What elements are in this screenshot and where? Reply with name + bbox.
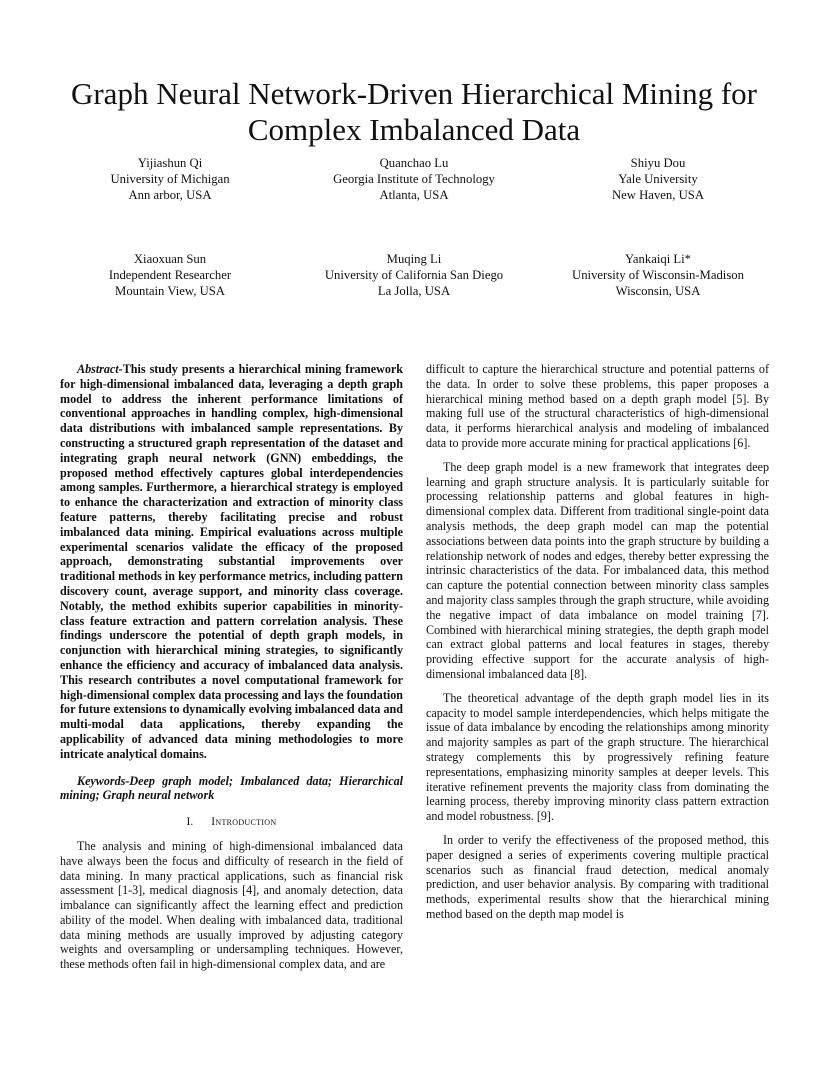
author-name: Yijiashun Qi <box>137 156 203 170</box>
body-paragraph: The analysis and mining of high-dimensional imbalanced data have always been the focus and difficulty of research in the field of data mining. In many practical applications, such as financial risk assessment [1-3], medical diagnosis [4], and anomaly detection, data imbalance can significantly affect the learning effect and prediction ability of the model. When dealing with imbalanced data, traditional data mining methods are usually improved by adjusting category weights and oversampling or undersampling techniques. However, these methods often fail in high-dimensional complex data, and are <box>60 838 403 972</box>
author-block <box>292 252 536 299</box>
author-name: Muqing Li <box>386 252 442 266</box>
section-number: I. <box>186 816 194 829</box>
author-location: Wisconsin, USA <box>615 283 701 298</box>
right-column <box>426 362 769 922</box>
author-location: New Haven, USA <box>612 187 704 202</box>
author-affiliation: University of Wisconsin-Madison <box>572 267 744 282</box>
author-block <box>536 252 780 299</box>
author-block <box>48 252 292 299</box>
author-affiliation: University of Michigan <box>110 171 230 186</box>
body-paragraph: The theoretical advantage of the depth graph model lies in its capacity to model sample interdependencies, which helps mitigate the issue of data imbalance by encoding the relationships among minority and majority samples as part of the graph structure. The hierarchical strategy complements this by progressively refining feature representations, emphasizing minority samples at deeper levels. This iterative refinement prevents the majority class from dominating the learning process, thereby improving minority class pattern extraction and model robustness. [9]. <box>426 690 769 824</box>
abstract-label: Abstract- <box>77 362 123 376</box>
section-heading-introduction <box>60 815 403 830</box>
author-block <box>292 156 536 203</box>
body-paragraph: In order to verify the effectiveness of the proposed method, this paper designed a series of experiments covering multiple practical scenarios such as financial fraud detection, medical anomaly prediction, and user behavior analysis. By comparing with traditional methods, experimental results show that the hierarchical mining method based on the depth map model is <box>426 832 769 921</box>
author-name: Xiaoxuan Sun <box>133 252 207 266</box>
author-location: Ann arbor, USA <box>128 187 212 202</box>
author-affiliation: Georgia Institute of Technology <box>333 171 495 186</box>
author-row-2 <box>48 252 780 299</box>
author-affiliation: Yale University <box>618 171 698 186</box>
section-title: Introduction <box>211 816 277 829</box>
body-paragraph: The deep graph model is a new framework that integrates deep learning and graph structure analysis. It is particularly suitable for processing relationship patterns and global features in high-dimensional complex data. Different from traditional single-point data analysis methods, the deep graph model can map the potential associations between data points into the graph structure by building a relationship network of nodes and edges, thereby better expressing the intrinsic characteristics of the data. For imbalanced data, this method can capture the potential connection between minority class samples and majority class samples through the graph structure, while avoiding the negative impact of data imbalance on model training [7]. Combined with hierarchical mining strategies, the depth graph model can extract global patterns and local features in stages, thereby providing effective support for the accurate analysis of high-dimensional imbalanced data [8]. <box>426 459 769 681</box>
author-affiliation: Independent Researcher <box>108 267 232 282</box>
author-affiliation: University of California San Diego <box>324 267 504 282</box>
author-name: Shiyu Dou <box>630 156 686 170</box>
author-location: Atlanta, USA <box>379 187 449 202</box>
body-paragraph: difficult to capture the hierarchical structure and potential patterns of the data. In order to solve these problems, this paper proposes a hierarchical mining method based on a depth graph model [5]. By making full use of the structural characteristics of high-dimensional data, it performs hierarchical analysis and modeling of imbalanced data to provide more accurate mining for practical applications [6]. <box>426 362 769 450</box>
author-block <box>536 156 780 203</box>
abstract-text: This study presents a hierarchical mining framework for high-dimensional imbalanced data, leveraging a depth graph model to address the inherent performance limitations of conventional approaches in handling complex, high-dimensional data distributions with imbalanced sample representations. By constructing a structured graph representation of the dataset and integrating graph neural network (GNN) embeddings, the proposed method effectively captures global interdependencies among samples. Furthermore, a hierarchical strategy is employed to enhance the characterization and extraction of minority class feature patterns, thereby facilitating precise and robust imbalanced data mining. Empirical evaluations across multiple experimental scenarios validate the efficacy of the proposed approach, demonstrating substantial improvements over traditional methods in key performance metrics, including pattern discovery count, average support, and minority class coverage. Notably, the method exhibits superior capabilities in minority-class feature extraction and pattern correlation analysis. These findings underscore the potential of depth graph models, in conjunction with hierarchical mining strategies, to significantly enhance the efficiency and accuracy of imbalanced data analysis. This research contributes a novel computational framework for high-dimensional complex data processing and lays the foundation for future extensions to dynamically evolving imbalanced data and multi-modal data applications, thereby expanding the applicability of advanced data mining methodologies to more intricate analytical domains. <box>60 362 403 761</box>
author-block <box>48 156 292 203</box>
keywords: Keywords-Deep graph model; Imbalanced data; Hierarchical mining; Graph neural network <box>60 773 403 803</box>
left-column <box>60 362 403 972</box>
author-name: Yankaiqi Li* <box>624 252 692 266</box>
author-name: Quanchao Lu <box>379 156 449 170</box>
abstract <box>60 362 403 762</box>
author-location: Mountain View, USA <box>115 283 225 298</box>
author-location: La Jolla, USA <box>377 283 451 298</box>
author-row-1 <box>48 156 780 203</box>
paper-title: Graph Neural Network-Driven Hierarchical Mining for Complex Imbalanced Data <box>70 76 758 147</box>
